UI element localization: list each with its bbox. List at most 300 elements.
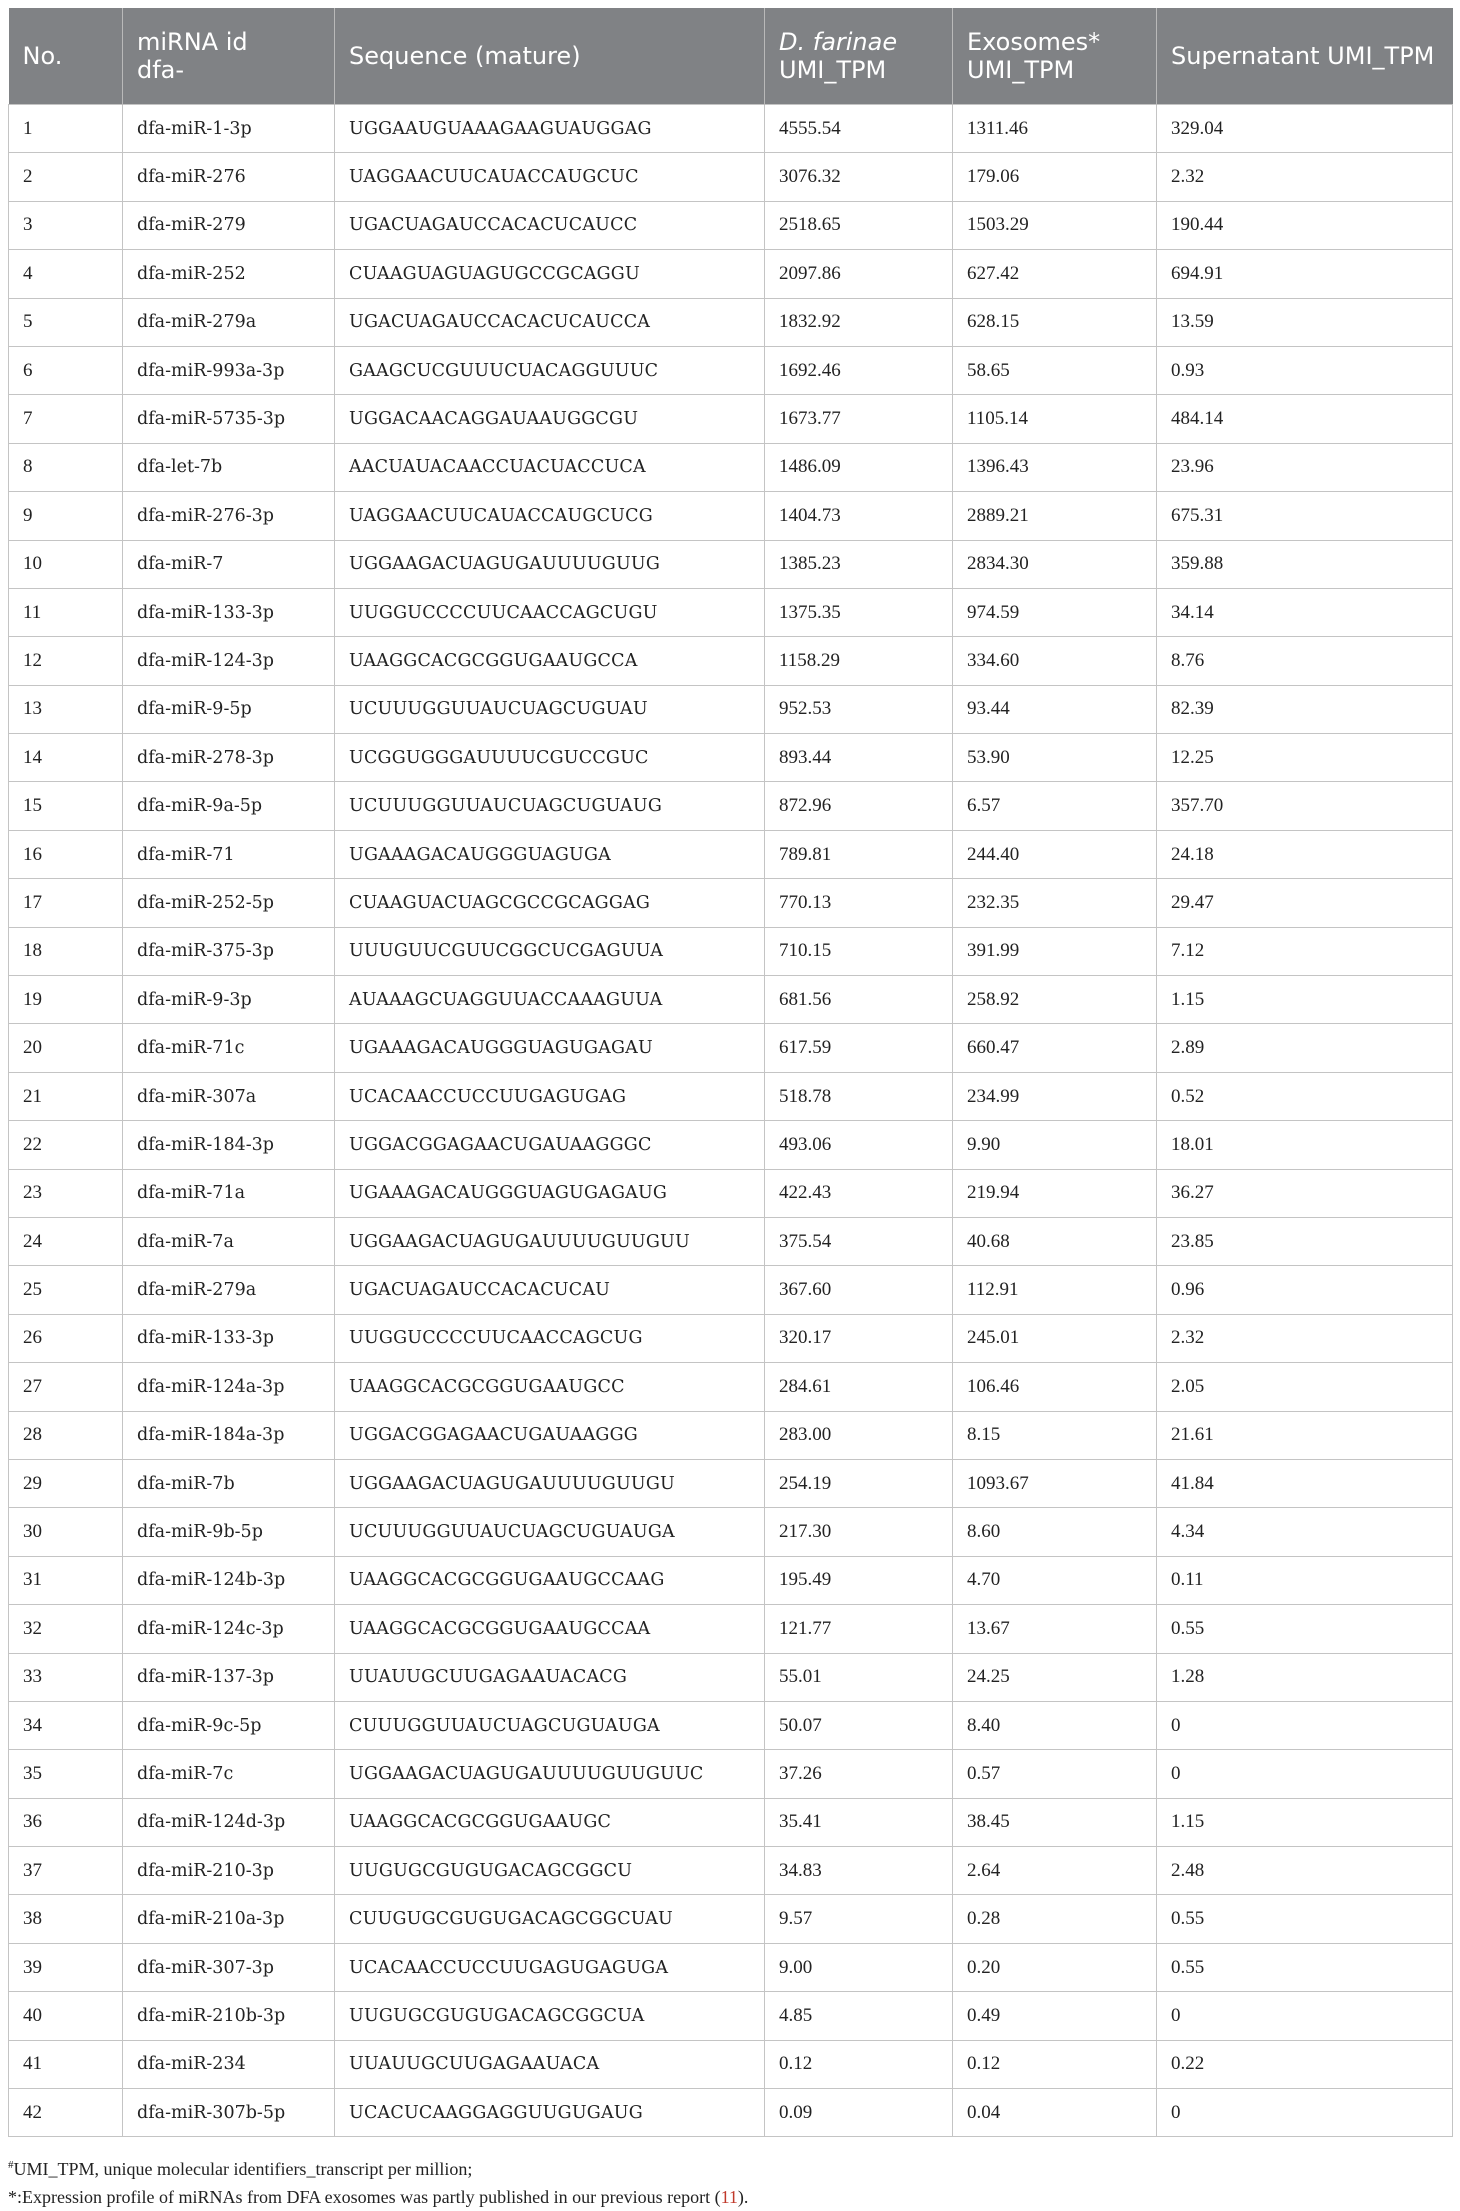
- cell-dfarinae-tpm: 34.83: [765, 1847, 953, 1895]
- cell-dfarinae-tpm: 770.13: [765, 879, 953, 927]
- cell-no: 14: [9, 734, 123, 782]
- cell-sequence: UGGAAUGUAAAGAAGUAUGGAG: [335, 105, 765, 153]
- cell-sequence: UAAGGCACGCGGUGAAUGCCA: [335, 637, 765, 685]
- cell-sequence: UGGAAGACUAGUGAUUUUGUUG: [335, 540, 765, 588]
- cell-no: 6: [9, 346, 123, 394]
- cell-mirna-id: dfa-miR-307a: [123, 1072, 335, 1120]
- cell-sequence: CUUGUGCGUGUGACAGCGGCUAU: [335, 1895, 765, 1943]
- cell-mirna-id: dfa-miR-307b-5p: [123, 2089, 335, 2137]
- cell-exosomes-tpm: 179.06: [953, 153, 1157, 201]
- table-body: [9, 105, 1453, 2137]
- cell-dfarinae-tpm: 1375.35: [765, 588, 953, 636]
- cell-exosomes-tpm: 0.57: [953, 1750, 1157, 1798]
- cell-supernatant-tpm: 694.91: [1157, 250, 1453, 298]
- table-row: [9, 1217, 1453, 1265]
- cell-sequence: UCACAACCUCCUUGAGUGAG: [335, 1072, 765, 1120]
- cell-no: 16: [9, 830, 123, 878]
- cell-dfarinae-tpm: 952.53: [765, 685, 953, 733]
- footnote-umi: [8, 2151, 1452, 2183]
- table-row: [9, 201, 1453, 249]
- cell-no: 8: [9, 443, 123, 491]
- cell-no: 10: [9, 540, 123, 588]
- cell-supernatant-tpm: 23.85: [1157, 1217, 1453, 1265]
- table-row: [9, 685, 1453, 733]
- cell-no: 13: [9, 685, 123, 733]
- table-row: [9, 1847, 1453, 1895]
- cell-no: 35: [9, 1750, 123, 1798]
- cell-exosomes-tpm: 245.01: [953, 1314, 1157, 1362]
- cell-no: 22: [9, 1121, 123, 1169]
- cell-exosomes-tpm: 8.15: [953, 1411, 1157, 1459]
- cell-dfarinae-tpm: 2097.86: [765, 250, 953, 298]
- table-row: [9, 734, 1453, 782]
- cell-no: 19: [9, 976, 123, 1024]
- table-container: [8, 8, 1452, 2211]
- cell-dfarinae-tpm: 4555.54: [765, 105, 953, 153]
- cell-sequence: GAAGCUCGUUUCUACAGGUUUC: [335, 346, 765, 394]
- cell-mirna-id: dfa-miR-279a: [123, 298, 335, 346]
- cell-supernatant-tpm: 0.55: [1157, 1895, 1453, 1943]
- header-label: UMI_TPM: [779, 56, 887, 84]
- cell-dfarinae-tpm: 121.77: [765, 1605, 953, 1653]
- table-row: [9, 1943, 1453, 1991]
- cell-supernatant-tpm: 0.55: [1157, 1943, 1453, 1991]
- cell-dfarinae-tpm: 617.59: [765, 1024, 953, 1072]
- header-label: D. farinae: [779, 28, 898, 56]
- table-row: [9, 830, 1453, 878]
- cell-dfarinae-tpm: 254.19: [765, 1459, 953, 1507]
- cell-dfarinae-tpm: 681.56: [765, 976, 953, 1024]
- cell-supernatant-tpm: 2.32: [1157, 153, 1453, 201]
- cell-dfarinae-tpm: 1673.77: [765, 395, 953, 443]
- cell-sequence: UUGUGCGUGUGACAGCGGCUA: [335, 1992, 765, 2040]
- cell-mirna-id: dfa-miR-124a-3p: [123, 1363, 335, 1411]
- cell-supernatant-tpm: 675.31: [1157, 492, 1453, 540]
- cell-mirna-id: dfa-miR-133-3p: [123, 1314, 335, 1362]
- cell-exosomes-tpm: 93.44: [953, 685, 1157, 733]
- cell-supernatant-tpm: 0.11: [1157, 1556, 1453, 1604]
- cell-dfarinae-tpm: 1158.29: [765, 637, 953, 685]
- table-row: [9, 1556, 1453, 1604]
- cell-no: 29: [9, 1459, 123, 1507]
- cell-mirna-id: dfa-miR-137-3p: [123, 1653, 335, 1701]
- table-row: [9, 492, 1453, 540]
- cell-exosomes-tpm: 234.99: [953, 1072, 1157, 1120]
- cell-sequence: UCGGUGGGAUUUUCGUCCGUC: [335, 734, 765, 782]
- cell-mirna-id: dfa-miR-71c: [123, 1024, 335, 1072]
- cell-supernatant-tpm: 0.93: [1157, 346, 1453, 394]
- cell-exosomes-tpm: 627.42: [953, 250, 1157, 298]
- cell-exosomes-tpm: 24.25: [953, 1653, 1157, 1701]
- cell-supernatant-tpm: 21.61: [1157, 1411, 1453, 1459]
- cell-sequence: UCUUUGGUUAUCUAGCUGUAU: [335, 685, 765, 733]
- cell-mirna-id: dfa-miR-993a-3p: [123, 346, 335, 394]
- cell-sequence: UGACUAGAUCCACACUCAUCC: [335, 201, 765, 249]
- cell-sequence: UUGGUCCCCUUCAACCAGCUG: [335, 1314, 765, 1362]
- cell-supernatant-tpm: 13.59: [1157, 298, 1453, 346]
- cell-no: 11: [9, 588, 123, 636]
- cell-no: 39: [9, 1943, 123, 1991]
- reference-link[interactable]: 11: [720, 2187, 738, 2208]
- table-row: [9, 1895, 1453, 1943]
- cell-exosomes-tpm: 232.35: [953, 879, 1157, 927]
- header-dfarinae: [765, 8, 953, 105]
- cell-sequence: UUAUUGCUUGAGAAUACA: [335, 2040, 765, 2088]
- footnote-exosomes-end: ).: [737, 2187, 749, 2208]
- cell-dfarinae-tpm: 195.49: [765, 1556, 953, 1604]
- cell-sequence: UGACUAGAUCCACACUCAUCCA: [335, 298, 765, 346]
- cell-supernatant-tpm: 0.52: [1157, 1072, 1453, 1120]
- cell-mirna-id: dfa-miR-9-3p: [123, 976, 335, 1024]
- cell-supernatant-tpm: 82.39: [1157, 685, 1453, 733]
- cell-dfarinae-tpm: 1404.73: [765, 492, 953, 540]
- footnote-mark: #: [8, 2159, 14, 2172]
- cell-mirna-id: dfa-miR-71: [123, 830, 335, 878]
- cell-sequence: UAGGAACUUCAUACCAUGCUC: [335, 153, 765, 201]
- cell-supernatant-tpm: 23.96: [1157, 443, 1453, 491]
- footnote-umi-text: UMI_TPM, unique molecular identifiers_transcript per million;: [13, 2159, 473, 2180]
- footnotes: [8, 2151, 1452, 2211]
- cell-dfarinae-tpm: 872.96: [765, 782, 953, 830]
- table-row: [9, 1750, 1453, 1798]
- cell-no: 20: [9, 1024, 123, 1072]
- cell-dfarinae-tpm: 50.07: [765, 1701, 953, 1749]
- cell-exosomes-tpm: 2.64: [953, 1847, 1157, 1895]
- cell-exosomes-tpm: 660.47: [953, 1024, 1157, 1072]
- cell-mirna-id: dfa-miR-133-3p: [123, 588, 335, 636]
- cell-exosomes-tpm: 4.70: [953, 1556, 1157, 1604]
- cell-dfarinae-tpm: 1832.92: [765, 298, 953, 346]
- cell-dfarinae-tpm: 0.09: [765, 2089, 953, 2137]
- cell-supernatant-tpm: 0.96: [1157, 1266, 1453, 1314]
- table-row: [9, 1072, 1453, 1120]
- table-row: [9, 1169, 1453, 1217]
- cell-dfarinae-tpm: 367.60: [765, 1266, 953, 1314]
- cell-supernatant-tpm: 1.28: [1157, 1653, 1453, 1701]
- cell-mirna-id: dfa-miR-9-5p: [123, 685, 335, 733]
- table-header: [9, 8, 1453, 105]
- header-mirna-id: [123, 8, 335, 105]
- cell-sequence: UAAGGCACGCGGUGAAUGCCAA: [335, 1605, 765, 1653]
- cell-mirna-id: dfa-miR-7a: [123, 1217, 335, 1265]
- cell-sequence: UUUGUUCGUUCGGCUCGAGUUA: [335, 927, 765, 975]
- table-row: [9, 1701, 1453, 1749]
- cell-exosomes-tpm: 106.46: [953, 1363, 1157, 1411]
- cell-exosomes-tpm: 53.90: [953, 734, 1157, 782]
- cell-exosomes-tpm: 6.57: [953, 782, 1157, 830]
- cell-supernatant-tpm: 4.34: [1157, 1508, 1453, 1556]
- footnote-exosomes: [8, 2183, 1452, 2211]
- cell-exosomes-tpm: 1311.46: [953, 105, 1157, 153]
- cell-sequence: UGGACAACAGGAUAAUGGCGU: [335, 395, 765, 443]
- header-label: Supernatant UMI_TPM: [1171, 42, 1435, 70]
- cell-supernatant-tpm: 2.89: [1157, 1024, 1453, 1072]
- cell-no: 4: [9, 250, 123, 298]
- cell-exosomes-tpm: 1093.67: [953, 1459, 1157, 1507]
- mirna-expression-table: [8, 8, 1453, 2137]
- cell-no: 12: [9, 637, 123, 685]
- cell-sequence: UCACUCAAGGAGGUUGUGAUG: [335, 2089, 765, 2137]
- cell-exosomes-tpm: 40.68: [953, 1217, 1157, 1265]
- cell-exosomes-tpm: 1503.29: [953, 201, 1157, 249]
- cell-supernatant-tpm: 1.15: [1157, 976, 1453, 1024]
- cell-no: 26: [9, 1314, 123, 1362]
- cell-no: 37: [9, 1847, 123, 1895]
- cell-exosomes-tpm: 1396.43: [953, 443, 1157, 491]
- cell-sequence: UGGACGGAGAACUGAUAAGGG: [335, 1411, 765, 1459]
- cell-exosomes-tpm: 2834.30: [953, 540, 1157, 588]
- cell-exosomes-tpm: 1105.14: [953, 395, 1157, 443]
- cell-exosomes-tpm: 58.65: [953, 346, 1157, 394]
- table-row: [9, 879, 1453, 927]
- cell-mirna-id: dfa-miR-276: [123, 153, 335, 201]
- cell-mirna-id: dfa-miR-279a: [123, 1266, 335, 1314]
- table-row: [9, 1459, 1453, 1507]
- cell-sequence: UGGACGGAGAACUGAUAAGGGC: [335, 1121, 765, 1169]
- cell-supernatant-tpm: 34.14: [1157, 588, 1453, 636]
- table-row: [9, 588, 1453, 636]
- cell-exosomes-tpm: 628.15: [953, 298, 1157, 346]
- cell-mirna-id: dfa-miR-210b-3p: [123, 1992, 335, 2040]
- cell-sequence: UAAGGCACGCGGUGAAUGCCAAG: [335, 1556, 765, 1604]
- cell-dfarinae-tpm: 1692.46: [765, 346, 953, 394]
- footnote-exosomes-text: *:Expression profile of miRNAs from DFA exosomes was partly published in our previous report (: [8, 2187, 721, 2208]
- cell-sequence: UCACAACCUCCUUGAGUGAGUGA: [335, 1943, 765, 1991]
- table-row: [9, 2040, 1453, 2088]
- cell-exosomes-tpm: 0.49: [953, 1992, 1157, 2040]
- cell-no: 42: [9, 2089, 123, 2137]
- table-row: [9, 1266, 1453, 1314]
- cell-no: 32: [9, 1605, 123, 1653]
- table-row: [9, 298, 1453, 346]
- cell-sequence: CUAAGUAGUAGUGCCGCAGGU: [335, 250, 765, 298]
- cell-sequence: UGAAAGACAUGGGUAGUGAGAU: [335, 1024, 765, 1072]
- table-row: [9, 105, 1453, 153]
- cell-dfarinae-tpm: 284.61: [765, 1363, 953, 1411]
- cell-exosomes-tpm: 0.12: [953, 2040, 1157, 2088]
- cell-sequence: CUAAGUACUAGCGCCGCAGGAG: [335, 879, 765, 927]
- cell-sequence: UCUUUGGUUAUCUAGCUGUAUGA: [335, 1508, 765, 1556]
- cell-dfarinae-tpm: 9.57: [765, 1895, 953, 1943]
- cell-dfarinae-tpm: 1486.09: [765, 443, 953, 491]
- cell-sequence: CUUUGGUUAUCUAGCUGUAUGA: [335, 1701, 765, 1749]
- cell-dfarinae-tpm: 37.26: [765, 1750, 953, 1798]
- table-row: [9, 1798, 1453, 1846]
- cell-no: 1: [9, 105, 123, 153]
- cell-dfarinae-tpm: 789.81: [765, 830, 953, 878]
- cell-no: 30: [9, 1508, 123, 1556]
- table-row: [9, 927, 1453, 975]
- cell-mirna-id: dfa-miR-234: [123, 2040, 335, 2088]
- cell-no: 27: [9, 1363, 123, 1411]
- header-row: [9, 8, 1453, 105]
- cell-dfarinae-tpm: 283.00: [765, 1411, 953, 1459]
- cell-dfarinae-tpm: 4.85: [765, 1992, 953, 2040]
- cell-supernatant-tpm: 2.48: [1157, 1847, 1453, 1895]
- cell-mirna-id: dfa-miR-124-3p: [123, 637, 335, 685]
- cell-exosomes-tpm: 219.94: [953, 1169, 1157, 1217]
- cell-no: 34: [9, 1701, 123, 1749]
- cell-no: 33: [9, 1653, 123, 1701]
- cell-mirna-id: dfa-miR-278-3p: [123, 734, 335, 782]
- cell-sequence: UUAUUGCUUGAGAAUACACG: [335, 1653, 765, 1701]
- cell-no: 7: [9, 395, 123, 443]
- cell-dfarinae-tpm: 422.43: [765, 1169, 953, 1217]
- table-row: [9, 346, 1453, 394]
- cell-sequence: UUGGUCCCCUUCAACCAGCUGU: [335, 588, 765, 636]
- cell-sequence: UGAAAGACAUGGGUAGUGA: [335, 830, 765, 878]
- cell-supernatant-tpm: 190.44: [1157, 201, 1453, 249]
- cell-mirna-id: dfa-miR-279: [123, 201, 335, 249]
- cell-mirna-id: dfa-miR-124c-3p: [123, 1605, 335, 1653]
- cell-dfarinae-tpm: 893.44: [765, 734, 953, 782]
- cell-dfarinae-tpm: 375.54: [765, 1217, 953, 1265]
- cell-supernatant-tpm: 2.05: [1157, 1363, 1453, 1411]
- cell-supernatant-tpm: 36.27: [1157, 1169, 1453, 1217]
- cell-no: 23: [9, 1169, 123, 1217]
- header-label: miRNA id: [137, 28, 248, 56]
- header-label: Exosomes*: [967, 28, 1101, 56]
- cell-no: 21: [9, 1072, 123, 1120]
- cell-supernatant-tpm: 41.84: [1157, 1459, 1453, 1507]
- cell-no: 40: [9, 1992, 123, 2040]
- cell-mirna-id: dfa-miR-307-3p: [123, 1943, 335, 1991]
- cell-mirna-id: dfa-miR-7c: [123, 1750, 335, 1798]
- cell-supernatant-tpm: 1.15: [1157, 1798, 1453, 1846]
- cell-supernatant-tpm: 12.25: [1157, 734, 1453, 782]
- table-row: [9, 1411, 1453, 1459]
- cell-dfarinae-tpm: 710.15: [765, 927, 953, 975]
- cell-mirna-id: dfa-miR-71a: [123, 1169, 335, 1217]
- cell-supernatant-tpm: 29.47: [1157, 879, 1453, 927]
- cell-exosomes-tpm: 0.04: [953, 2089, 1157, 2137]
- cell-sequence: AACUAUACAACCUACUACCUCA: [335, 443, 765, 491]
- cell-no: 17: [9, 879, 123, 927]
- cell-mirna-id: dfa-miR-252: [123, 250, 335, 298]
- cell-mirna-id: dfa-miR-7: [123, 540, 335, 588]
- table-row: [9, 1121, 1453, 1169]
- cell-mirna-id: dfa-miR-184a-3p: [123, 1411, 335, 1459]
- cell-supernatant-tpm: 484.14: [1157, 395, 1453, 443]
- table-row: [9, 2089, 1453, 2137]
- cell-sequence: UCUUUGGUUAUCUAGCUGUAUG: [335, 782, 765, 830]
- cell-exosomes-tpm: 334.60: [953, 637, 1157, 685]
- cell-supernatant-tpm: 0: [1157, 2089, 1453, 2137]
- cell-dfarinae-tpm: 55.01: [765, 1653, 953, 1701]
- cell-supernatant-tpm: 357.70: [1157, 782, 1453, 830]
- cell-no: 38: [9, 1895, 123, 1943]
- table-row: [9, 1024, 1453, 1072]
- cell-no: 18: [9, 927, 123, 975]
- cell-exosomes-tpm: 8.40: [953, 1701, 1157, 1749]
- cell-no: 5: [9, 298, 123, 346]
- table-row: [9, 1363, 1453, 1411]
- cell-dfarinae-tpm: 493.06: [765, 1121, 953, 1169]
- cell-sequence: UAAGGCACGCGGUGAAUGC: [335, 1798, 765, 1846]
- cell-no: 24: [9, 1217, 123, 1265]
- cell-mirna-id: dfa-miR-252-5p: [123, 879, 335, 927]
- cell-sequence: UAAGGCACGCGGUGAAUGCC: [335, 1363, 765, 1411]
- cell-sequence: UUGUGCGUGUGACAGCGGCU: [335, 1847, 765, 1895]
- cell-supernatant-tpm: 0.22: [1157, 2040, 1453, 2088]
- cell-exosomes-tpm: 974.59: [953, 588, 1157, 636]
- cell-supernatant-tpm: 0: [1157, 1701, 1453, 1749]
- cell-no: 2: [9, 153, 123, 201]
- cell-mirna-id: dfa-miR-9a-5p: [123, 782, 335, 830]
- table-row: [9, 782, 1453, 830]
- cell-exosomes-tpm: 8.60: [953, 1508, 1157, 1556]
- table-row: [9, 976, 1453, 1024]
- cell-mirna-id: dfa-miR-7b: [123, 1459, 335, 1507]
- cell-sequence: UGAAAGACAUGGGUAGUGAGAUG: [335, 1169, 765, 1217]
- cell-no: 9: [9, 492, 123, 540]
- header-supernatant: [1157, 8, 1453, 105]
- cell-dfarinae-tpm: 2518.65: [765, 201, 953, 249]
- cell-exosomes-tpm: 258.92: [953, 976, 1157, 1024]
- cell-supernatant-tpm: 0: [1157, 1750, 1453, 1798]
- cell-sequence: UAGGAACUUCAUACCAUGCUCG: [335, 492, 765, 540]
- cell-mirna-id: dfa-let-7b: [123, 443, 335, 491]
- cell-dfarinae-tpm: 9.00: [765, 1943, 953, 1991]
- cell-exosomes-tpm: 0.28: [953, 1895, 1157, 1943]
- cell-supernatant-tpm: 0.55: [1157, 1605, 1453, 1653]
- cell-exosomes-tpm: 391.99: [953, 927, 1157, 975]
- cell-exosomes-tpm: 13.67: [953, 1605, 1157, 1653]
- cell-no: 41: [9, 2040, 123, 2088]
- cell-mirna-id: dfa-miR-375-3p: [123, 927, 335, 975]
- table-row: [9, 1314, 1453, 1362]
- cell-exosomes-tpm: 0.20: [953, 1943, 1157, 1991]
- table-row: [9, 1605, 1453, 1653]
- cell-mirna-id: dfa-miR-124b-3p: [123, 1556, 335, 1604]
- table-row: [9, 637, 1453, 685]
- cell-no: 28: [9, 1411, 123, 1459]
- table-row: [9, 1992, 1453, 2040]
- cell-mirna-id: dfa-miR-210-3p: [123, 1847, 335, 1895]
- cell-dfarinae-tpm: 217.30: [765, 1508, 953, 1556]
- cell-supernatant-tpm: 2.32: [1157, 1314, 1453, 1362]
- cell-dfarinae-tpm: 320.17: [765, 1314, 953, 1362]
- cell-dfarinae-tpm: 518.78: [765, 1072, 953, 1120]
- cell-dfarinae-tpm: 35.41: [765, 1798, 953, 1846]
- header-label: dfa-: [137, 56, 185, 84]
- header-label: No.: [22, 42, 63, 70]
- table-row: [9, 153, 1453, 201]
- cell-mirna-id: dfa-miR-5735-3p: [123, 395, 335, 443]
- cell-mirna-id: dfa-miR-184-3p: [123, 1121, 335, 1169]
- cell-exosomes-tpm: 9.90: [953, 1121, 1157, 1169]
- cell-mirna-id: dfa-miR-124d-3p: [123, 1798, 335, 1846]
- cell-no: 25: [9, 1266, 123, 1314]
- table-row: [9, 1653, 1453, 1701]
- cell-sequence: UGACUAGAUCCACACUCAU: [335, 1266, 765, 1314]
- cell-dfarinae-tpm: 3076.32: [765, 153, 953, 201]
- cell-dfarinae-tpm: 1385.23: [765, 540, 953, 588]
- header-exosomes: [953, 8, 1157, 105]
- header-label: UMI_TPM: [967, 56, 1075, 84]
- table-row: [9, 395, 1453, 443]
- cell-exosomes-tpm: 2889.21: [953, 492, 1157, 540]
- cell-supernatant-tpm: 24.18: [1157, 830, 1453, 878]
- cell-supernatant-tpm: 329.04: [1157, 105, 1453, 153]
- cell-supernatant-tpm: 18.01: [1157, 1121, 1453, 1169]
- cell-mirna-id: dfa-miR-9c-5p: [123, 1701, 335, 1749]
- cell-exosomes-tpm: 112.91: [953, 1266, 1157, 1314]
- header-label: Sequence (mature): [349, 42, 581, 70]
- cell-mirna-id: dfa-miR-1-3p: [123, 105, 335, 153]
- cell-supernatant-tpm: 359.88: [1157, 540, 1453, 588]
- table-row: [9, 443, 1453, 491]
